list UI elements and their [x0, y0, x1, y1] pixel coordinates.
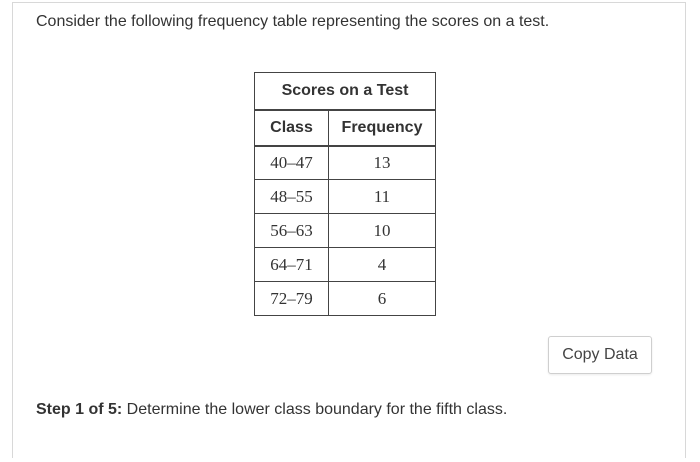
class-cell: 56–63 [255, 214, 329, 248]
class-cell: 72–79 [255, 282, 329, 316]
column-header-frequency: Frequency [329, 110, 436, 146]
frequency-cell: 6 [329, 282, 436, 316]
column-header-class: Class [255, 110, 329, 146]
frequency-cell: 10 [329, 214, 436, 248]
step-label: Step 1 of 5: [36, 401, 123, 418]
class-cell: 48–55 [255, 180, 329, 214]
table-header-row [255, 110, 436, 146]
frequency-cell: 4 [329, 248, 436, 282]
frequency-cell: 11 [329, 180, 436, 214]
copy-data-button[interactable]: Copy Data [548, 336, 652, 374]
frequency-cell: 13 [329, 146, 436, 180]
table-row [255, 248, 436, 282]
table-row [255, 180, 436, 214]
question-prompt: Consider the following frequency table representing the scores on a test. [36, 13, 550, 30]
table-title: Scores on a Test [255, 73, 436, 110]
step-text: Determine the lower class boundary for the fifth class. [122, 401, 508, 418]
table-title-row [255, 73, 436, 110]
question-panel [12, 2, 686, 458]
table-row [255, 146, 436, 180]
frequency-table [254, 72, 436, 316]
class-cell: 40–47 [255, 146, 329, 180]
step-instruction [36, 401, 507, 419]
table-row [255, 282, 436, 316]
class-cell: 64–71 [255, 248, 329, 282]
table-row [255, 214, 436, 248]
